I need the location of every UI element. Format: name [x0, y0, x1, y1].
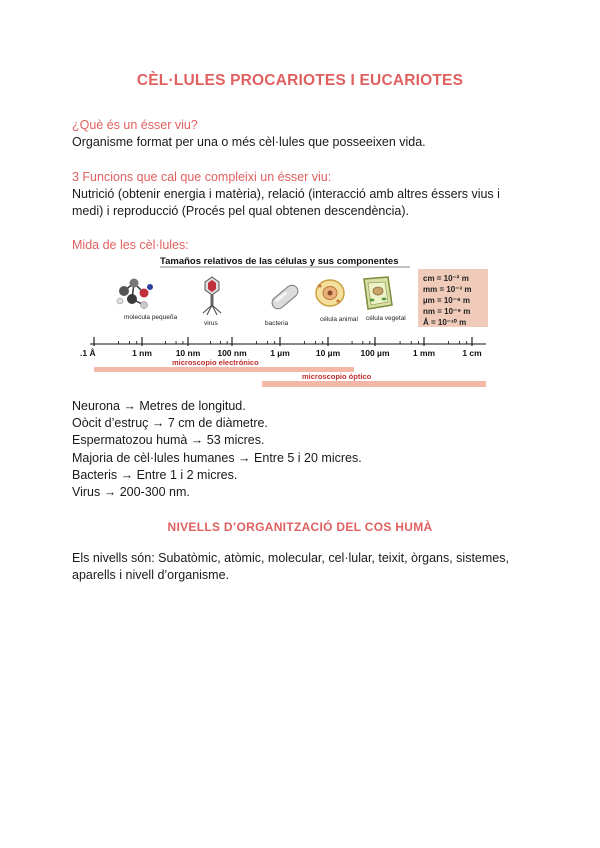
optical-microscope-bar — [262, 381, 486, 387]
scale-label: .1 Å — [80, 348, 96, 358]
figure-title: Tamaños relativos de las células y sus componentes — [160, 256, 399, 267]
list-item: Oòcit d’estruç → 7 cm de diàmetre. — [72, 416, 268, 431]
cell-size-figure — [72, 253, 492, 393]
scale-label: 1 mm — [412, 348, 436, 358]
list-item: Virus → 200-300 nm. — [72, 484, 190, 499]
scale-labels — [80, 348, 482, 358]
item-label-virus: virus — [204, 320, 218, 327]
item-label-animal-cell: célula animal — [320, 316, 358, 323]
list-item: Bacteris → Entre 1 i 2 micres. — [72, 467, 238, 482]
virus-icon — [203, 277, 221, 315]
unit-mm: mm = 10⁻³ m — [423, 285, 472, 294]
question-living-being: ¿Què és un ésser viu? — [72, 118, 198, 132]
scale-label: 1 nm — [132, 348, 152, 358]
optical-microscope-label: microscopio óptico — [302, 372, 372, 381]
scale-label: 100 nm — [217, 348, 247, 358]
cell-size-diagram — [72, 253, 492, 393]
list-item: Majoria de cèl·lules humanes → Entre 5 i 20 micres. — [72, 450, 362, 465]
scale-label: 100 µm — [360, 348, 390, 358]
item-label-molecule: molecula pequeña — [124, 314, 178, 321]
unit-angstrom: Å = 10⁻¹⁰ m — [423, 318, 467, 327]
scale-label: 1 cm — [462, 348, 482, 358]
scale-label: 10 nm — [175, 348, 201, 358]
page-title: CÈL·LULES PROCARIOTES I EUCARIOTES — [136, 72, 464, 89]
animal-cell-icon — [316, 280, 344, 306]
item-label-plant-cell: célula vegetal — [366, 315, 406, 322]
unit-cm: cm = 10⁻² m — [423, 274, 469, 283]
cell-size-list — [72, 398, 532, 501]
scale-label: 10 µm — [315, 348, 341, 358]
item-label-bacteria: bacteria — [265, 320, 289, 327]
answer-functions: Nutrició (obtenir energia i matèria), relació (interacció amb altres éssers vius i medi) i reproducció (Procés pel qual obtenen descendència). — [72, 187, 500, 218]
organization-heading: NIVELLS D’ORGANITZACIÓ DEL COS HUMÀ — [167, 520, 433, 534]
heading-cell-size: Mida de les cèl·lules: — [72, 238, 189, 252]
organization-text: Els nivells són: Subatòmic, atòmic, molecular, cel·lular, teixit, òrgans, sistemes, aparells i nivell d’organisme. — [72, 551, 509, 582]
list-item: Espermatozou humà → 53 micres. — [72, 433, 265, 448]
electron-microscope-label: microscopio electrónico — [172, 358, 259, 367]
unit-nm: nm = 10⁻⁹ m — [423, 307, 471, 316]
answer-living-being: Organisme format per una o més cèl·lules que posseeixen vida. — [72, 135, 426, 149]
scale-ticks — [94, 337, 472, 346]
molecule-icon — [117, 279, 153, 309]
bacteria-icon — [270, 283, 301, 311]
scale-label: 1 µm — [270, 348, 290, 358]
unit-um: µm = 10⁻⁶ m — [423, 296, 470, 305]
question-functions: 3 Funcions que cal que compleixi un ésser viu: — [72, 170, 332, 184]
plant-cell-icon — [364, 277, 392, 309]
list-item: Neurona → Metres de longitud. — [72, 399, 246, 413]
